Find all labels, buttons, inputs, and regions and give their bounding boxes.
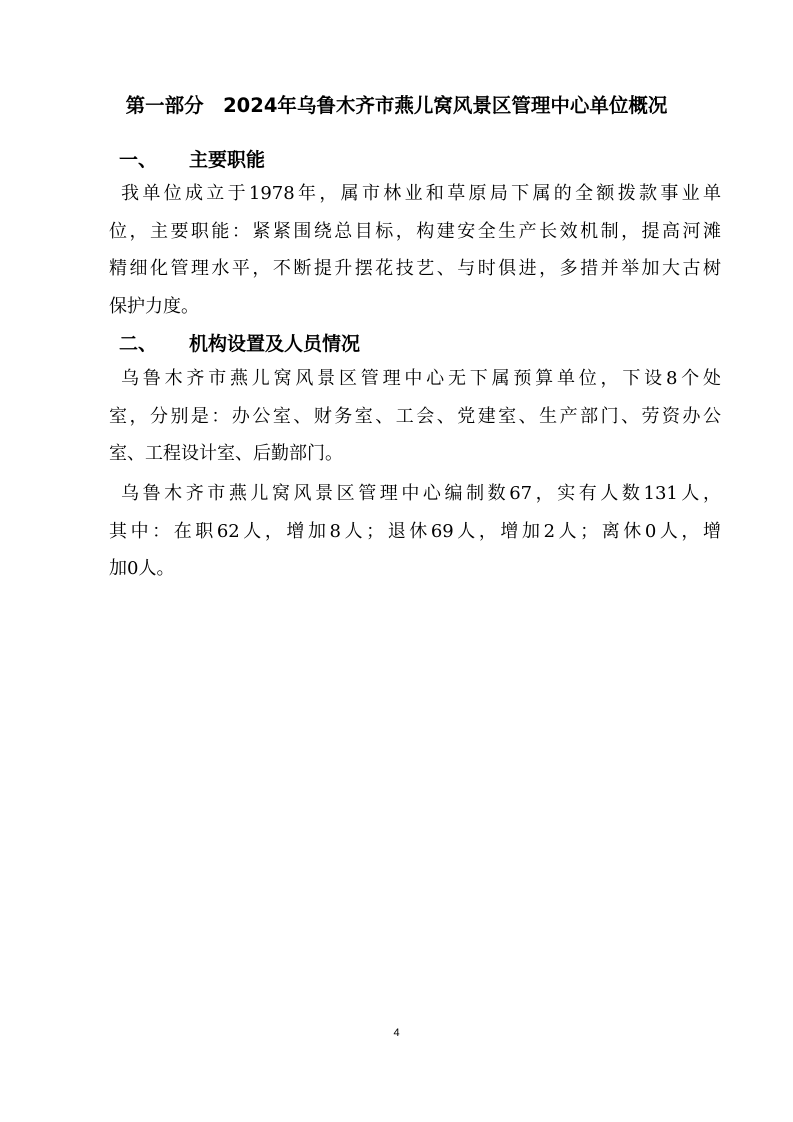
paragraph-line: 我单位成立于1978年，属市林业和草原局下属的全额拨款事业单 bbox=[121, 183, 721, 204]
paragraph-line: 精细化管理水平，不断提升摆花技艺、与时俱进，多措并举加大古树 bbox=[109, 258, 721, 279]
paragraph-line: 室，分别是：办公室、财务室、工会、党建室、生产部门、劳资办公 bbox=[109, 405, 721, 427]
paragraph-line: 乌鲁木齐市燕儿窝风景区管理中心编制数67，实有人数131人， bbox=[121, 483, 721, 504]
paragraph-line: 加0人。 bbox=[109, 558, 175, 579]
paragraph-main-functions bbox=[109, 175, 721, 325]
paragraph-line: 乌鲁木齐市燕儿窝风景区管理中心无下属预算单位，下设8个处 bbox=[121, 368, 721, 389]
paragraph-line: 其中：在职62人，增加8人；退休69人，增加2人；离休0人，增 bbox=[109, 520, 721, 542]
section-title: 机构设置及人员情况 bbox=[189, 333, 361, 355]
paragraph-line: 位，主要职能：紧紧围绕总目标，构建安全生产长效机制，提高河滩 bbox=[109, 220, 721, 242]
paragraph-line: 室、工程设计室、后勤部门。 bbox=[109, 443, 343, 464]
paragraph-line: 保护力度。 bbox=[109, 295, 199, 317]
paragraph-departments bbox=[109, 360, 721, 473]
document-title: 第一部分 2024年乌鲁木齐市燕儿窝风景区管理中心单位概况 bbox=[125, 94, 668, 117]
section-heading-organization bbox=[119, 330, 360, 358]
page-number: 4 bbox=[393, 1027, 400, 1039]
paragraph-staffing bbox=[109, 475, 721, 588]
section-heading-main-functions bbox=[119, 146, 265, 174]
section-number: 二、 bbox=[119, 333, 158, 355]
section-number: 一、 bbox=[119, 149, 158, 171]
section-title: 主要职能 bbox=[189, 149, 266, 171]
